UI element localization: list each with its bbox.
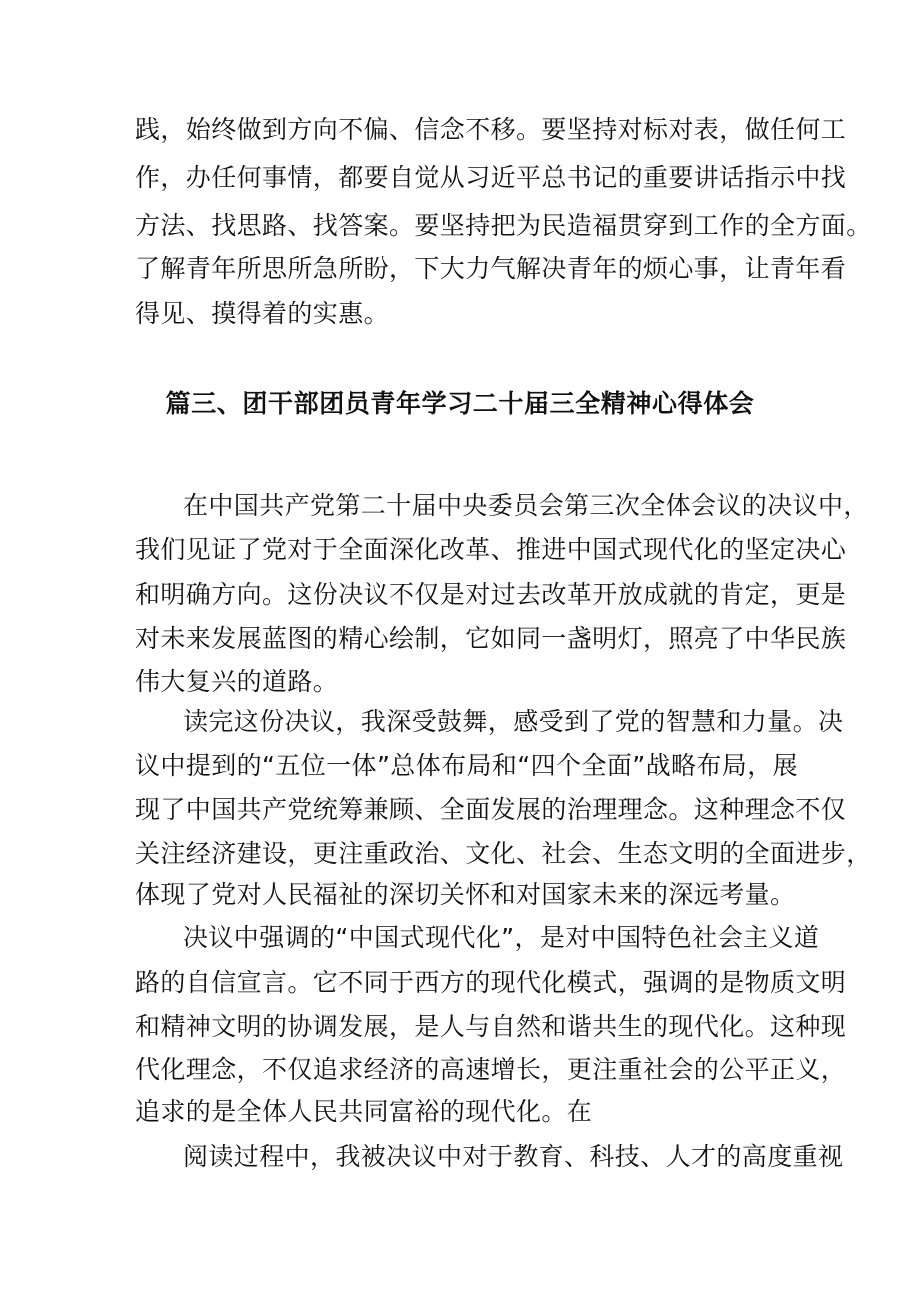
paragraph-line: 对未来发展蓝图的精心绘制，它如同一盏明灯，照亮了中华民族	[135, 624, 847, 653]
paragraph-line: 伟大复兴的道路。	[135, 667, 339, 696]
paragraph-line: 议中提到的“五位一体”总体布局和“四个全面”战略布局，展	[135, 751, 799, 780]
paragraph-line: 我们见证了党对于全面深化改革、推进中国式现代化的坚定决心	[135, 535, 847, 564]
paragraph-line: 现了中国共产党统筹兼顾、全面发展的治理理念。这种理念不仅	[135, 795, 847, 824]
paragraph-line: 关注经济建设，更注重政治、文化、社会、生态文明的全面进步，	[135, 839, 872, 868]
paragraph-line: 代化理念，不仅追求经济的高速增长，更注重社会的公平正义，	[135, 1055, 847, 1084]
paragraph-line: 阅读过程中，我被决议中对于教育、科技、人才的高度重视	[183, 1142, 844, 1171]
paragraph-line: 读完这份决议，我深受鼓舞，感受到了党的智慧和力量。决	[183, 707, 844, 736]
paragraph-line: 在中国共产党第二十届中央委员会第三次全体会议的决议中，	[183, 491, 869, 520]
paragraph-line: 追求的是全体人民共同富裕的现代化。在	[135, 1097, 593, 1126]
continuation-line: 践，始终做到方向不偏、信念不移。要坚持对标对表，做任何工	[135, 115, 847, 144]
section-heading: 篇三、团干部团员青年学习二十届三全精神心得体会	[165, 389, 755, 418]
continuation-line: 了解青年所思所急所盼，下大力气解决青年的烦心事，让青年看	[135, 254, 847, 283]
paragraph-line: 决议中强调的“中国式现代化”，是对中国特色社会主义道	[183, 923, 820, 952]
paragraph-line: 和精神文明的协调发展，是人与自然和谐共生的现代化。这种现	[135, 1012, 847, 1041]
continuation-line: 方法、找思路、找答案。要坚持把为民造福贯穿到工作的全方面。	[135, 211, 872, 240]
continuation-line: 得见、摸得着的实惠。	[135, 299, 390, 328]
paragraph-line: 路的自信宣言。它不同于西方的现代化模式，强调的是物质文明	[135, 968, 847, 997]
paragraph-line: 和明确方向。这份决议不仅是对过去改革开放成就的肯定，更是	[135, 580, 847, 609]
continuation-line: 作，办任何事情，都要自觉从习近平总书记的重要讲话指示中找	[135, 163, 847, 192]
paragraph-line: 体现了党对人民福祉的深切关怀和对国家未来的深远考量。	[135, 880, 796, 909]
